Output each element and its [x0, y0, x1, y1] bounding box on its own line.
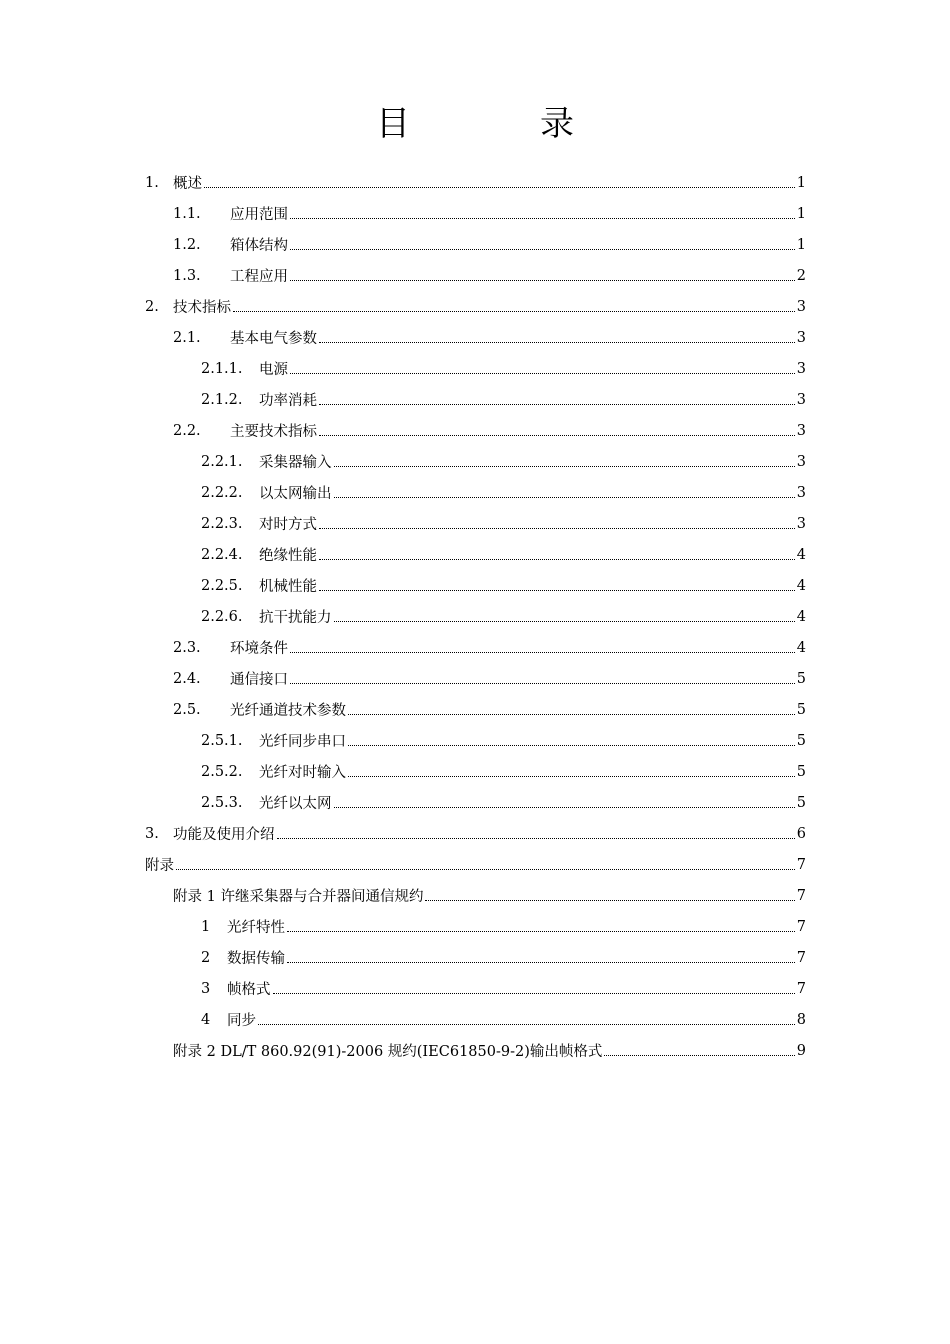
- entry-number: 1.: [145, 174, 159, 191]
- leader-dots: [319, 390, 795, 405]
- entry-page: 3: [796, 484, 806, 501]
- leader-dots: [334, 607, 795, 622]
- entry-number: 3.: [145, 825, 159, 842]
- toc-entry[interactable]: [173, 322, 806, 353]
- entry-page: 1: [796, 236, 806, 253]
- toc-entry[interactable]: [201, 446, 806, 477]
- toc-entry[interactable]: [201, 477, 806, 508]
- entry-number: 2.1.: [173, 329, 201, 346]
- entry-number: 2.1.2.: [201, 391, 243, 408]
- entry-number: 2.2.4.: [201, 546, 243, 563]
- entry-label: 基本电气参数: [230, 331, 317, 347]
- entry-page: 1: [796, 205, 806, 222]
- toc-entry[interactable]: [201, 601, 806, 632]
- entry-number: 1.3.: [173, 267, 201, 284]
- toc-entry[interactable]: [201, 942, 806, 973]
- entry-number: 2: [201, 949, 211, 966]
- entry-label: 光纤特性: [227, 920, 285, 936]
- entry-page: 5: [796, 794, 806, 811]
- toc-entry[interactable]: [201, 725, 806, 756]
- leader-dots: [290, 669, 795, 684]
- entry-page: 2: [796, 267, 806, 284]
- toc-entry[interactable]: [201, 973, 806, 1004]
- entry-label: 功率消耗: [259, 393, 317, 409]
- toc-entry[interactable]: [145, 291, 806, 322]
- entry-label: 箱体结构: [230, 238, 288, 254]
- entry-number: 2.2.6.: [201, 608, 243, 625]
- entry-page: 5: [796, 701, 806, 718]
- entry-page: 3: [796, 453, 806, 470]
- leader-dots: [604, 1041, 794, 1056]
- leader-dots: [204, 173, 795, 188]
- toc-entry[interactable]: [201, 570, 806, 601]
- leader-dots: [348, 700, 795, 715]
- entry-page: 6: [796, 825, 806, 842]
- entry-label: 主要技术指标: [230, 424, 317, 440]
- toc-entry[interactable]: [173, 229, 806, 260]
- entry-number: 1: [201, 918, 211, 935]
- entry-number: 2.2.5.: [201, 577, 243, 594]
- entry-number: 2.5.2.: [201, 763, 243, 780]
- leader-dots: [290, 204, 795, 219]
- entry-number: 1.1.: [173, 205, 201, 222]
- toc-entry[interactable]: [173, 1035, 806, 1066]
- toc-entry[interactable]: [201, 539, 806, 570]
- toc-entry[interactable]: [173, 198, 806, 229]
- entry-number: 2.5.: [173, 701, 201, 718]
- entry-label: 环境条件: [230, 641, 288, 657]
- entry-label: 电源: [259, 362, 288, 378]
- toc-entry[interactable]: [173, 663, 806, 694]
- entry-label: 光纤通道技术参数: [230, 703, 346, 719]
- entry-number: 2.4.: [173, 670, 201, 687]
- toc-entry[interactable]: [173, 880, 806, 911]
- leader-dots: [319, 545, 795, 560]
- entry-number: 2.2.: [173, 422, 201, 439]
- entry-label: 数据传输: [227, 951, 285, 967]
- toc-entry[interactable]: [201, 756, 806, 787]
- entry-number: 2.3.: [173, 639, 201, 656]
- entry-page: 4: [796, 577, 806, 594]
- entry-page: 5: [796, 670, 806, 687]
- entry-label: 机械性能: [259, 579, 317, 595]
- entry-label: 概述: [173, 176, 202, 192]
- toc-entry[interactable]: [173, 260, 806, 291]
- entry-page: 7: [796, 980, 806, 997]
- entry-number: 3: [201, 980, 211, 997]
- toc-entry[interactable]: [201, 787, 806, 818]
- leader-dots: [319, 576, 795, 591]
- entry-label: 功能及使用介绍: [173, 827, 275, 843]
- toc-entry[interactable]: [201, 384, 806, 415]
- entry-page: 1: [796, 174, 806, 191]
- entry-page: 3: [796, 329, 806, 346]
- leader-dots: [290, 235, 795, 250]
- toc-entry[interactable]: [201, 1004, 806, 1035]
- entry-label: 采集器输入: [259, 455, 332, 471]
- leader-dots: [290, 266, 795, 281]
- entry-number: 2.5.3.: [201, 794, 243, 811]
- leader-dots: [273, 979, 795, 994]
- entry-page: 8: [796, 1011, 806, 1028]
- toc-entry[interactable]: [173, 632, 806, 663]
- entry-page: 7: [796, 887, 806, 904]
- entry-page: 7: [796, 918, 806, 935]
- leader-dots: [233, 297, 795, 312]
- entry-number: 2.2.1.: [201, 453, 243, 470]
- toc-entry[interactable]: [201, 353, 806, 384]
- leader-dots: [319, 514, 795, 529]
- entry-number: 2.2.3.: [201, 515, 243, 532]
- entry-page: 7: [796, 856, 806, 873]
- leader-dots: [334, 793, 795, 808]
- entry-number: 1.2.: [173, 236, 201, 253]
- leader-dots: [319, 328, 795, 343]
- entry-label: 附录 2 DL/T 860.92(91)-2006 规约(IEC61850-9-2)输出帧格式: [173, 1044, 603, 1060]
- entry-label: 光纤同步串口: [259, 734, 346, 750]
- entry-label: 附录: [145, 858, 174, 874]
- entry-label: 对时方式: [259, 517, 317, 533]
- entry-page: 7: [796, 949, 806, 966]
- entry-label: 同步: [227, 1013, 256, 1029]
- entry-number: 2.5.1.: [201, 732, 243, 749]
- entry-number: 4: [201, 1011, 211, 1028]
- leader-dots: [277, 824, 795, 839]
- entry-page: 3: [796, 298, 806, 315]
- entry-label: 应用范围: [230, 207, 288, 223]
- entry-page: 4: [796, 639, 806, 656]
- toc-entry[interactable]: [145, 818, 806, 849]
- entry-label: 工程应用: [230, 269, 288, 285]
- leader-dots: [176, 855, 795, 870]
- entry-page: 3: [796, 422, 806, 439]
- entry-label: 绝缘性能: [259, 548, 317, 564]
- leader-dots: [319, 421, 795, 436]
- entry-label: 抗干扰能力: [259, 610, 332, 626]
- entry-number: 2.2.2.: [201, 484, 243, 501]
- toc-entry[interactable]: [201, 508, 806, 539]
- toc-entry[interactable]: [173, 694, 806, 725]
- entry-label: 光纤以太网: [259, 796, 332, 812]
- entry-page: 3: [796, 360, 806, 377]
- entry-label: 以太网输出: [259, 486, 332, 502]
- toc-entry[interactable]: [145, 849, 806, 880]
- leader-dots: [348, 731, 795, 746]
- leader-dots: [334, 452, 795, 467]
- entry-page: 4: [796, 608, 806, 625]
- leader-dots: [287, 917, 795, 932]
- entry-page: 3: [796, 391, 806, 408]
- leader-dots: [290, 359, 795, 374]
- leader-dots: [287, 948, 795, 963]
- entry-label: 光纤对时输入: [259, 765, 346, 781]
- entry-label: 附录 1 许继采集器与合并器间通信规约: [173, 889, 424, 905]
- entry-page: 5: [796, 732, 806, 749]
- toc-entry[interactable]: [201, 911, 806, 942]
- toc-entry[interactable]: [173, 415, 806, 446]
- toc-title: 目 录: [376, 104, 622, 144]
- entry-page: 5: [796, 763, 806, 780]
- leader-dots: [334, 483, 795, 498]
- leader-dots: [348, 762, 795, 777]
- entry-label: 通信接口: [230, 672, 288, 688]
- entry-page: 9: [796, 1042, 806, 1059]
- entry-number: 2.: [145, 298, 159, 315]
- leader-dots: [258, 1010, 795, 1025]
- toc-entry[interactable]: [145, 167, 806, 198]
- entry-page: 4: [796, 546, 806, 563]
- entry-page: 3: [796, 515, 806, 532]
- entry-number: 2.1.1.: [201, 360, 243, 377]
- entry-label: 帧格式: [227, 982, 271, 998]
- leader-dots: [425, 886, 794, 901]
- entry-label: 技术指标: [173, 300, 231, 316]
- leader-dots: [290, 638, 795, 653]
